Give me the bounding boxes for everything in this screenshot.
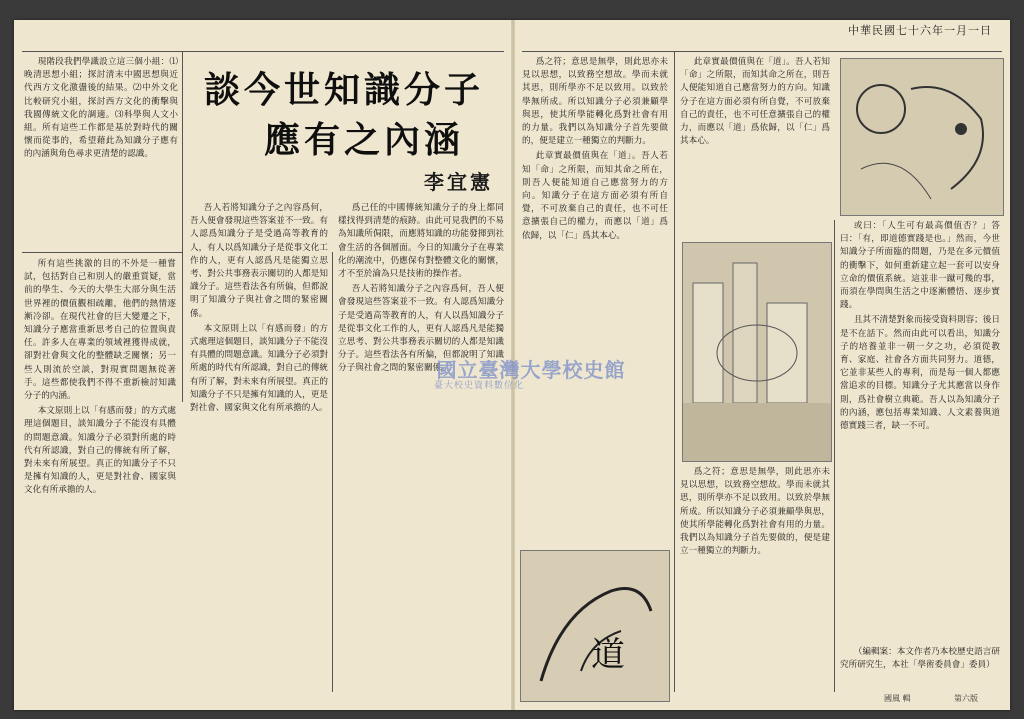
intro-paragraph: 現階段我們學識設立這三個小組：⑴晚清思想小組；探討清末中國思想與近代西方文化激盪後的結果。⑵中外文化比較研究小組，探討西方文化的衝擊與我國傳統文化的調適。⑶科學與人文小組。所有這些工作都是基於對時代的關懷而從事的，希望藉此為知識分子應有的內涵與角色尋求更清楚的認識。 xyxy=(24,57,178,160)
top-rule-right xyxy=(522,51,1002,52)
article-title-line1: 談今世知識分子 xyxy=(204,70,485,111)
editor-note: （編輯案：本文作者乃本校歷史語言研究所研究生，本社「學術委員會」委員） xyxy=(840,647,1000,671)
top-rule-left xyxy=(22,51,504,52)
column-rule xyxy=(674,52,675,692)
left-column-body: 所有這些挑激的目的不外是一種嘗試，包括對自己和別人的嚴重質疑，當前的學生、今天的大學生大部分與生活世界裡的價值觀相疏離，他們的熱情逐漸冷卻。在現代社會的巨大變遷之下，知識分子應當重新思考自己的位置與責任。許多人在專業的領域裡獲得成就，卻對社會與文化的整體缺乏關懷；另一些人則流於空談，對現實問題無從著手。這些都使我們不得不重新檢討知識分子的內涵。 本文原則上以「有感而發」的方式處理這個題目，談知識分子不能沒有具體的問題意識。知識分子必須對所處的時代有所認識，對自己的傳統有所了解，對未來有所展望。真正的知識分子不只是擁有知識的人，更是對社會、國家與文化有所承擔的人。 xyxy=(24,259,176,496)
center-column-2: 爲己任的中國傳統知識分子的身上都同樣找得到清楚的痕跡。由此可見我們的不易為知識所侷限，而應將知識的功能發揮到社會生活的各個層面。今日的知識分子在專業化的潮流中，仍應保有對整體文化的關懷，才不至於淪為只是技術的操作者。 吾人若將知識分子之內容爲何，吾人便會發現這些答案並不一致。有人認爲知識分子是受過高等教育的人，有人以爲知識分子是從事文化工作的人，更有人認爲凡是能獨立思考、對公共事務表示關切的人都是知識分子。這些看法各有所偏，但都說明了知識分子與社會之間的緊密關係。 xyxy=(338,203,504,374)
column-rule xyxy=(182,52,183,402)
center-column-1: 吾人若將知識分子之內容爲何，吾人便會發現這些答案並不一致。有人認爲知識分子是受過高等教育的人，有人以爲知識分子是從事文化工作的人，更有人認爲凡是能獨立思考、對公共事務表示關切的人都是知識分子。這些看法各有所偏，但都說明了知識分子與社會之間的緊密關係。 本文原則上以「有感而發」的方式處理這個題目，談知識分子不能沒有具體的問題意識。知識分子必須對所處的時代有所認識，對自己的傳統有所了解，對未來有所展望。真正的知識分子不只是擁有知識的人，更是對社會、國家與文化有所承擔的人。 xyxy=(190,203,328,414)
city-collage-illustration xyxy=(682,242,832,462)
column-rule xyxy=(332,252,333,692)
issue-date: 中華民國七十六年一月一日 xyxy=(848,24,992,37)
calligraphy-illustration xyxy=(520,550,670,702)
article-author: 李宜憲 xyxy=(424,170,493,194)
footer-left: 國風 輯 xyxy=(884,694,911,703)
footer-right: 第六版 xyxy=(954,694,978,703)
column-rule xyxy=(834,220,835,692)
archive-watermark: 國立臺灣大學校史館 xyxy=(436,358,626,382)
archive-watermark-sub: 臺大校史資料數位化 xyxy=(434,381,525,391)
section-rule xyxy=(22,252,182,253)
portrait-sketch-illustration xyxy=(840,58,1004,216)
svg-text:道: 道 xyxy=(591,635,625,675)
right-column-1: 爲之符；意思是無學，則此思亦未見以思想，以致務空想故。學而未就其思，則所學亦不足以致用。以致於學無所成。所以知識分子必須兼顧學與思，使其所學能轉化爲對社會有用的力量。我們以為知識分子首先要做的，便是建立一種獨立的判斷力。 此章實最價值與在「道」。吾人若知「命」之所限，而知其命之所在，則吾人便能知道自己應當努力的方向。知識分子在這方面必須有所自覺，不可放棄自己的責任，也不可任意擴張自己的權力，而應以「道」爲依歸，以「仁」爲其本心。 xyxy=(522,57,668,241)
right-column-3: 爲之符；意思是無學，則此思亦未見以思想，以致務空想故。學而未就其思，則所學亦不足以致用。以致於學無所成。所以知識分子必須兼顧學與思，使其所學能轉化爲對社會有用的力量。我們以為知識分子首先要做的，便是建立一種獨立的判斷力。 xyxy=(680,467,830,557)
right-column-2: 此章實最價值與在「道」。吾人若知「命」之所限，而知其命之所在，則吾人便能知道自己應當努力的方向。知識分子在這方面必須有所自覺，不可放棄自己的責任，也不可任意擴張自己的權力，而應以「道」爲依歸，以「仁」爲其本心。 xyxy=(680,57,830,147)
newspaper-page xyxy=(14,20,1010,710)
right-column-4: 或曰：「人生可有最高價值否？」答曰：「有，即道德實踐是也。」然而，今世知識分子所面臨的問題，乃是在多元價值的衝擊下，如何重新建立起一套可以安身立命的價值系統。這並非一蹴可幾的事，而須在學問與生活之中逐漸體悟、逐步實踐。 且其不清楚對象而接受資料則容；後日是不在話下。然而由此可以看出，知識分子的培養並非一朝一夕之功，必須從教育、家庭、社會各方面共同努力。道德，它並非某些人的專利，而是每一個人都應當追求的目標。知識分子尤其應當以身作則，爲社會樹立典範。吾人以為知識分子的內涵，應包括專業知識、人文素養與道德實踐三者，缺一不可。 xyxy=(840,221,1000,432)
article-title-line2: 應有之內涵 xyxy=(264,120,465,161)
